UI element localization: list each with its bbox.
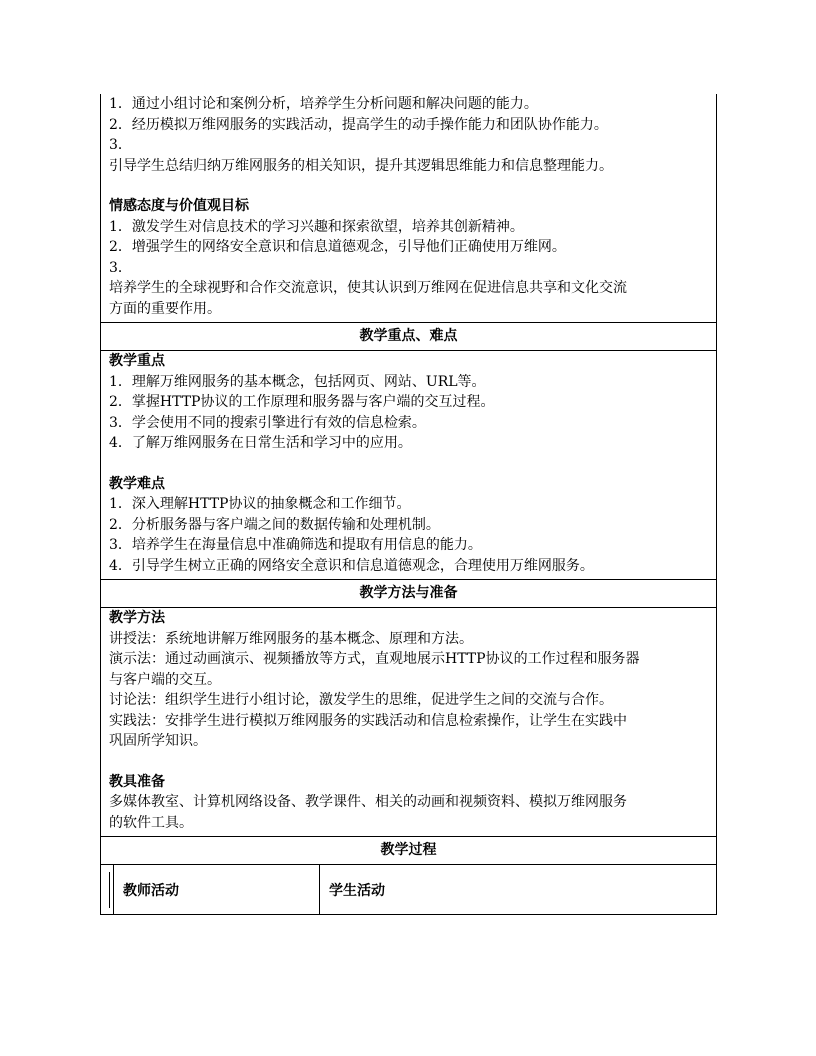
key-item-2: 2．掌握HTTP协议的工作原理和服务器与客户端的交互过程。: [109, 394, 495, 410]
tools-line-2: 的软件工具。: [109, 814, 193, 831]
emotion-goal-2: 2．增强学生的网络安全意识和信息道德观念，引导他们正确使用万维网。: [109, 239, 566, 255]
student-activity-header: 学生活动: [329, 882, 385, 899]
cell-marker: [109, 872, 113, 908]
tools-title: 教具准备: [109, 773, 165, 790]
ability-goal-1: 1．通过小组讨论和案例分析，培养学生分析问题和解决问题的能力。: [109, 96, 538, 112]
process-table-header-row: [101, 865, 716, 915]
method-header: 教学方法与准备: [101, 579, 716, 608]
lesson-plan-table: [100, 94, 717, 915]
key-points-cell: [101, 351, 716, 579]
difficulty-item-3: 3．培养学生在海量信息中准确筛选和提取有用信息的能力。: [109, 537, 482, 553]
method-line-3: 与客户端的交互。: [109, 671, 221, 688]
ability-goal-3: 引导学生总结归纳万维网服务的相关知识，提升其逻辑思维能力和信息整理能力。: [109, 157, 613, 174]
ability-goal-3-number: 3．: [109, 137, 132, 153]
tools-line-1: 多媒体教室、计算机网络设备、教学课件、相关的动画和视频资料、模拟万维网服务: [109, 794, 627, 810]
emotion-goal-1: 1．激发学生对信息技术的学习兴趣和探索欲望，培养其创新精神。: [109, 218, 524, 235]
emotion-goal-3-number: 3．: [109, 259, 132, 276]
key-item-4: 4．了解万维网服务在日常生活和学习中的应用。: [109, 435, 412, 451]
emotion-goals-title: 情感态度与价值观目标: [109, 198, 249, 214]
goals-cell: [101, 94, 716, 322]
method-cell: [101, 608, 716, 836]
teacher-activity-header: 教师活动: [114, 865, 320, 914]
ability-goal-2: 2．经历模拟万维网服务的实践活动，提高学生的动手操作能力和团队协作能力。: [109, 116, 608, 133]
method-line-6: 巩固所学知识。: [109, 733, 207, 749]
process-number-column: [101, 865, 114, 914]
difficulty-item-4: 4．引导学生树立正确的网络安全意识和信息道德观念，合理使用万维网服务。: [109, 557, 594, 574]
key-item-3: 3．学会使用不同的搜索引擎进行有效的信息检索。: [109, 414, 426, 431]
key-title: 教学重点: [109, 353, 165, 369]
method-line-4: 讨论法：组织学生进行小组讨论，激发学生的思维，促进学生之间的交流与合作。: [109, 692, 613, 708]
key-points-header: 教学重点、难点: [101, 322, 716, 351]
method-line-2: 演示法：通过动画演示、视频播放等方式，直观地展示HTTP协议的工作过程和服务器: [109, 651, 640, 667]
process-header: 教学过程: [101, 836, 716, 865]
difficulty-item-1: 1．深入理解HTTP协议的抽象概念和工作细节。: [109, 496, 411, 512]
difficulty-title: 教学难点: [109, 475, 165, 492]
method-line-5: 实践法：安排学生进行模拟万维网服务的实践活动和信息检索操作，让学生在实践中: [109, 712, 627, 729]
method-title: 教学方法: [109, 610, 165, 626]
key-item-1: 1．理解万维网服务的基本概念，包括网页、网站、URL等。: [109, 373, 486, 390]
method-line-1: 讲授法：系统地讲解万维网服务的基本概念、原理和方法。: [109, 630, 473, 647]
emotion-goal-3-line1: 培养学生的全球视野和合作交流意识，使其认识到万维网在促进信息共享和文化交流: [109, 280, 627, 296]
emotion-goal-3-line2: 方面的重要作用。: [109, 300, 221, 317]
difficulty-item-2: 2．分析服务器与客户端之间的数据传输和处理机制。: [109, 516, 440, 533]
